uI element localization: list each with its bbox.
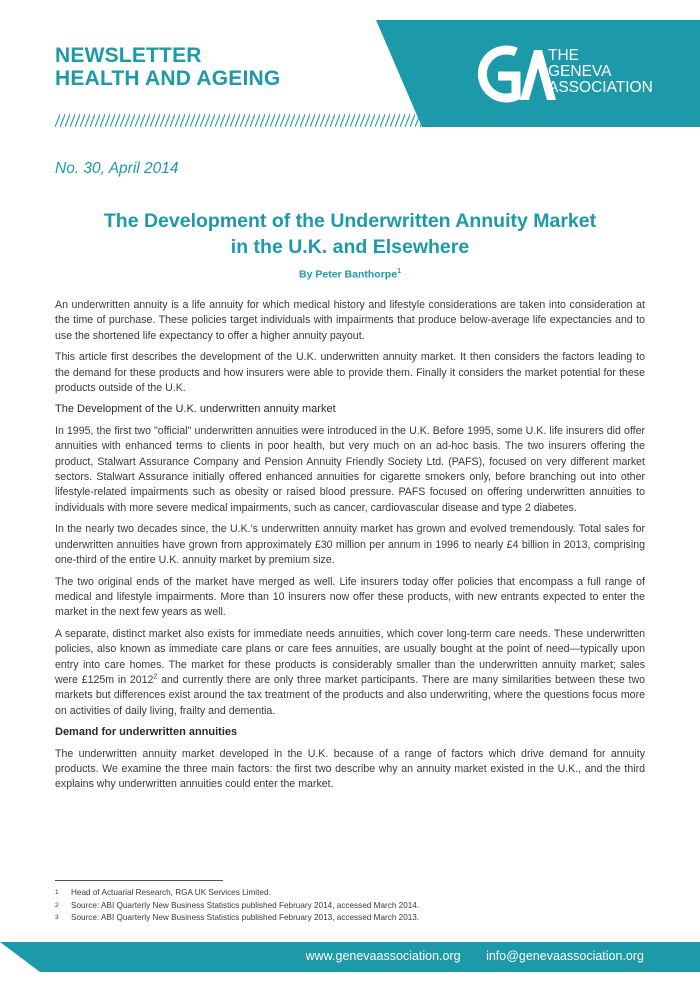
paragraph-text: A separate, distinct market also exists for immediate needs annuities, which cover long-term care needs. These underwritten policies, also known as immediate care plans or care fees annuities, are usually bought at the point of need—typically upon entry into care homes. The market for these products is considerably smaller than the underwritten annuity market; sales were £125m in 2012: [55, 627, 645, 686]
footnotes: [55, 887, 645, 925]
footnote: [55, 900, 645, 913]
paragraph: The underwritten annuity market developed in the U.K. because of a range of factors which drive demand for annuity products. We examine the three main factors: the first two describe why an annuity market existed in the U.K., and the third explains why underwritten annuities could enter the market.: [55, 747, 645, 791]
newsletter-title: [55, 44, 280, 90]
article-title-line: in the U.K. and Elsewhere: [230, 236, 470, 258]
org-name-line: ASSOCIATION: [548, 79, 653, 96]
paragraph: In 1995, the first two "official" underwritten annuities were introduced in the U.K. Before 1995, some U.K. life insurers did offer annuities with enhanced terms to clients in poor health, but very much on an ad-hoc basis. The two insurers offering the product, Stalwart Assurance Company and Pension Annuity Friendly Society Ltd. (PAFS), focused on very different market sectors. Stalwart Assurance initially offered enhanced annuities for cigarette smokers only, before branching out into other lifestyle-related impairments such as obesity or raised blood pressure. PAFS focused on offering underwritten annuities to individuals with more severe medical impairments, such as cancer, cardiovascular disease and type 2 diabetes.: [55, 424, 645, 514]
footer-links: [284, 949, 644, 963]
footnote-text: Source: ABI Quarterly New Business Statistics published February 2014, accessed March 2014.: [71, 900, 420, 910]
article-title-line: The Development of the Underwritten Annuity Market: [103, 210, 597, 232]
section-heading: Demand for underwritten annuities: [55, 726, 238, 739]
footnote-text: Source: ABI Quarterly New Business Statistics published February 2013, accessed March 2013.: [71, 913, 420, 922]
newsletter-label: NEWSLETTER: [55, 44, 202, 67]
paragraph: In the nearly two decades since, the U.K.'s underwritten annuity market has grown and evolved tremendously. Total sales for underwritten annuities have grown from approximately £30 million per annum in 1996 to nearly £4 billion in 2013, comprising one-third of the entire U.K. annuity market by premium size.: [55, 523, 645, 567]
footnote: [55, 887, 645, 900]
footnote-divider: [55, 880, 223, 881]
article-body: [55, 298, 645, 799]
paragraph: An underwritten annuity is a life annuity for which medical history and lifestyle considerations are taken into consideration at the time of purchase. These policies target individuals with impairments that produce below-average life expectancies and to use the shortened life expectancy to offer a higher annuity payout.: [55, 299, 645, 342]
footnote-ref[interactable]: 2: [153, 673, 158, 681]
email-link[interactable]: info@genevaassociation.org: [486, 949, 644, 963]
org-name-line: GENEVA: [548, 63, 612, 80]
footnote-text: Head of Actuarial Research, RGA UK Services Limited.: [71, 888, 271, 897]
author: By Peter Banthorpe: [299, 268, 398, 281]
article-title: [55, 208, 645, 260]
newsletter-series: HEALTH AND AGEING: [55, 67, 281, 90]
issue-number: No. 30, April 2014: [55, 160, 179, 177]
footnote-mark: 1: [55, 889, 59, 896]
footnote-mark: 3: [55, 914, 59, 921]
org-name-line: THE: [548, 47, 579, 64]
footnote: [55, 912, 645, 925]
paragraph: The two original ends of the market have merged as well. Life insurers today offer policies that encompass a full range of medical and lifestyle impairments. More than 10 insurers now offer these products, with new entrants expected to enter the market in the next few years as well.: [55, 575, 645, 619]
byline: [55, 268, 645, 281]
footnote-ref[interactable]: 1: [397, 268, 401, 275]
section-heading: The Development of the U.K. underwritten annuity market: [55, 403, 336, 416]
paragraph: [55, 627, 645, 719]
paragraph-text: and currently there are only three market participants. There are many similarities between these two markets but differences exist around the tax treatment of the products and also underwriting, where the questions focus more on activities of daily living, frailty and dementia.: [55, 673, 645, 717]
org-name: [548, 48, 653, 96]
paragraph: This article first describes the development of the U.K. underwritten annuity market. It then considers the factors leading to the demand for these products and how insurers were able to provide them. Finally it considers the market potential for these products outside of the U.K.: [55, 351, 645, 395]
footnote-mark: 2: [55, 901, 59, 909]
website-link[interactable]: www.genevaassociation.org: [305, 949, 461, 963]
